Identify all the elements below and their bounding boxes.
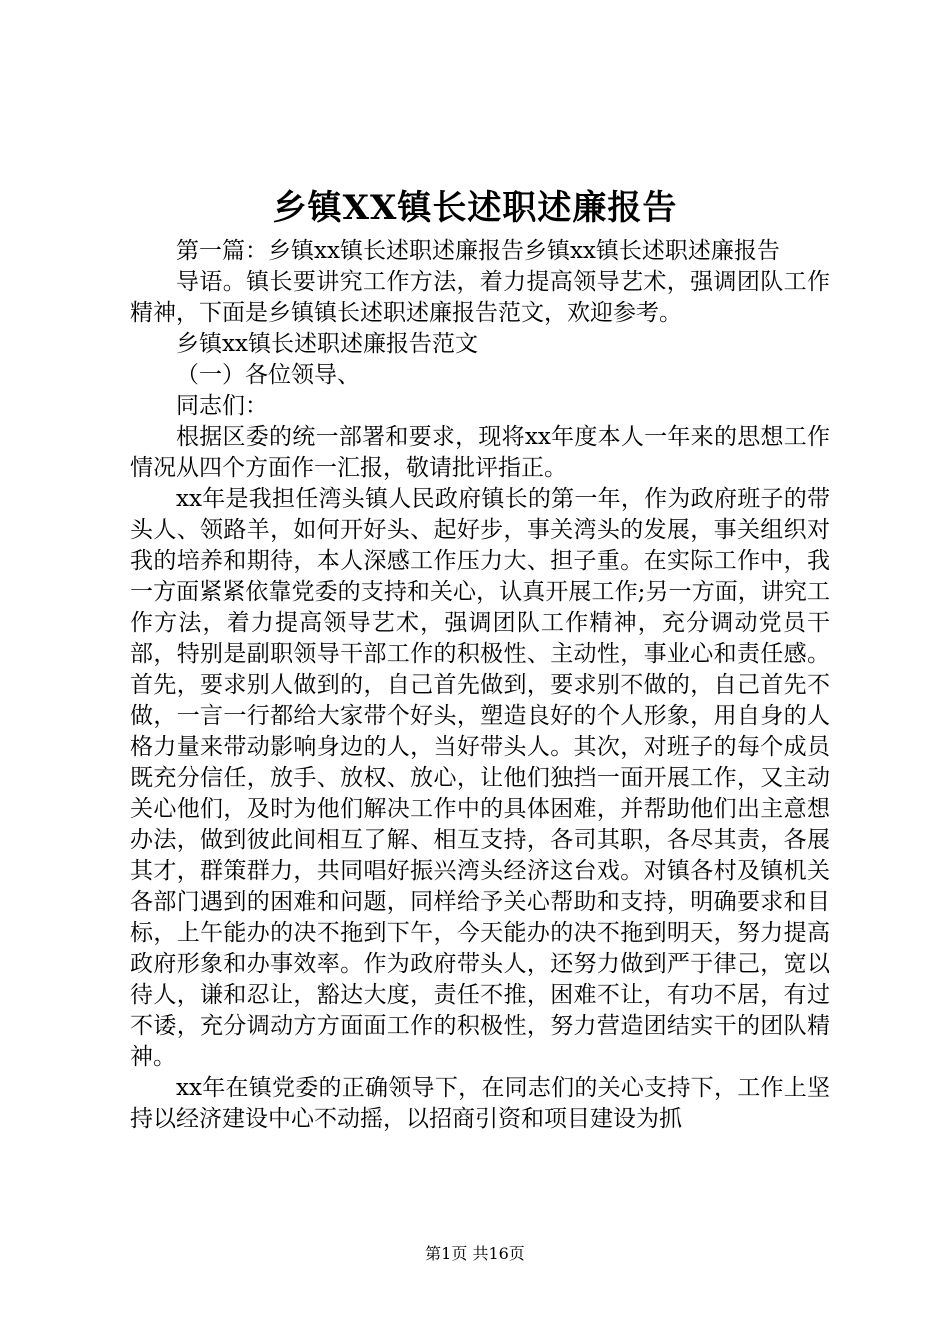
paragraph: 根据区委的统一部署和要求，现将xx年度本人一年来的思想工作情况从四个方面作一汇报，敬请批评指正。 [130, 424, 830, 481]
paragraph: xx年在镇党委的正确领导下，在同志们的关心支持下，工作上坚持以经济建设中心不动摇，以招商引资和项目建设为抓 [130, 1075, 830, 1132]
paragraph: 导语。镇长要讲究工作方法，着力提高领导艺术，强调团队工作精神，下面是乡镇镇长述职述廉报告范文，欢迎参考。 [130, 269, 830, 326]
paragraph: 第一篇：乡镇xx镇长述职述廉报告乡镇xx镇长述职述廉报告 [176, 238, 780, 264]
document-body [130, 236, 830, 1135]
paragraph: （一）各位领导、 [176, 362, 360, 388]
paragraph: 乡镇xx镇长述职述廉报告范文 [176, 331, 478, 357]
document-title: 乡镇XX镇长述职述廉报告 [272, 188, 678, 228]
paragraph: xx年是我担任湾头镇人民政府镇长的第一年，作为政府班子的带头人、领路羊，如何开好头、起好步，事关湾头的发展，事关组织对我的培养和期待，本人深感工作压力大、担子重。在实际工作中，我一方面紧紧依靠党委的支持和关心，认真开展工作;另一方面，讲究工作方法，着力提高领导艺术，强调团队工作精神，充分调动党员干部，特别是副职领导干部工作的积极性、主动性，事业心和责任感。首先，要求别人做到的，自己首先做到，要求别不做的，自己首先不做，一言一行都给大家带个好头，塑造良好的个人形象，用自身的人格力量来带动影响身边的人，当好带头人。其次，对班子的每个成员既充分信任，放手、放权、放心，让他们独挡一面开展工作，又主动关心他们，及时为他们解决工作中的具体困难，并帮助他们出主意想办法，做到彼此间相互了解、相互支持，各司其职，各尽其责，各展其才，群策群力，共同唱好振兴湾头经济这台戏。对镇各村及镇机关各部门遇到的困难和问题，同样给予关心帮助和支持，明确要求和目标，上午能办的决不拖到下午，今天能办的决不拖到明天，努力提高政府形象和办事效率。作为政府带头人，还努力做到严于律己，宽以待人，谦和忍让，豁达大度，责任不推，困难不让，有功不居，有过不诿，充分调动方方面面工作的积极性，努力营造团结实干的团队精神。 [130, 486, 830, 1070]
paragraph: 同志们： [176, 393, 268, 419]
page-footer: 第1页 共16页 [425, 1244, 525, 1263]
